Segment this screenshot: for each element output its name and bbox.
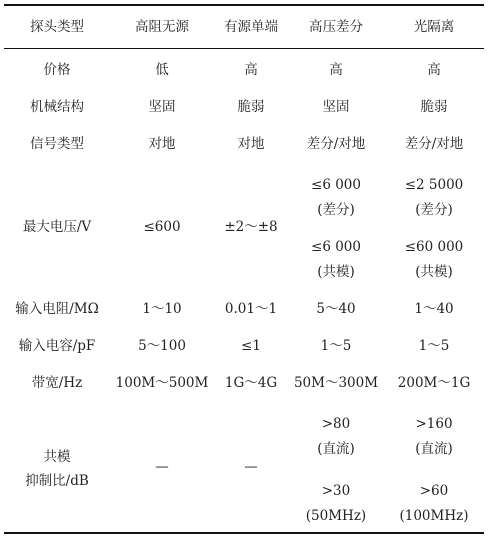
header-active-single-ended: 有源单端 [224, 19, 278, 35]
table-cell: — [155, 459, 169, 475]
table-cell: ≤1 [241, 338, 261, 354]
table-cell: 200M～1G [397, 375, 471, 391]
table-cell: >160 [415, 416, 453, 432]
header-probe-type: 探头类型 [30, 19, 84, 35]
table-cell: ±2～±8 [224, 219, 278, 235]
table-cell: 高 [244, 62, 258, 78]
table-cell: ≤6 000 [311, 239, 361, 255]
row-label-bandwidth: 带宽/Hz [31, 375, 83, 391]
table-cell: ≤6 000 [311, 177, 361, 193]
header-high-impedance-passive: 高阻无源 [135, 19, 189, 35]
row-label-input-capacitance: 输入电容/pF [18, 338, 96, 354]
row-label-signal-type: 信号类型 [30, 136, 84, 152]
table-cell: — [244, 459, 258, 475]
table-cell: 差分/对地 [404, 136, 464, 152]
row-label-price: 价格 [43, 62, 71, 78]
table-cell: 坚固 [148, 99, 176, 115]
row-label-cmrr-line2: 抑制比/dB [25, 473, 89, 489]
table-cell: 脆弱 [420, 99, 448, 115]
table-cell: 脆弱 [237, 99, 265, 115]
table-cell: 5～40 [316, 301, 356, 317]
table-cell: 高 [329, 62, 343, 78]
table-cell: 对地 [237, 136, 265, 152]
header-rule [4, 48, 484, 49]
table-cell: 1～40 [414, 301, 454, 317]
row-label-max-voltage: 最大电压/V [22, 219, 92, 235]
table-cell-note: (直流) [415, 441, 453, 457]
table-cell: ≤60 000 [404, 239, 464, 255]
table-cell: 差分/对地 [306, 136, 366, 152]
table-cell: 1～5 [320, 338, 352, 354]
row-label-input-resistance: 输入电阻/MΩ [15, 301, 99, 317]
table-cell: ≤2 5000 [404, 177, 464, 193]
table-cell: ≤600 [143, 219, 181, 235]
table-top-rule [4, 4, 484, 6]
table-cell: 高 [427, 62, 441, 78]
table-cell-note: (共模) [317, 264, 355, 280]
row-label-mechanical: 机械结构 [30, 99, 84, 115]
table-cell: >30 [321, 483, 351, 499]
table-cell: 1～5 [418, 338, 450, 354]
header-optical-isolation: 光隔离 [413, 19, 455, 35]
table-cell: 5～100 [138, 338, 186, 354]
table-cell: 1～10 [142, 301, 182, 317]
table-cell-note: (直流) [317, 441, 355, 457]
table-cell-note: (差分) [415, 202, 453, 218]
table-cell: >60 [419, 483, 449, 499]
table-cell: 1G～4G [224, 375, 278, 391]
table-cell: 对地 [148, 136, 176, 152]
table-cell: 100M～500M [115, 375, 209, 391]
table-cell-note: (50MHz) [305, 508, 367, 524]
header-high-voltage-differential: 高压差分 [309, 19, 363, 35]
table-cell: 坚固 [322, 99, 350, 115]
table-cell-note: (差分) [317, 202, 355, 218]
table-cell: >80 [321, 416, 351, 432]
table-cell: 低 [155, 62, 169, 78]
table-cell-note: (100MHz) [399, 508, 469, 524]
table-cell: 50M～300M [293, 375, 379, 391]
table-cell: 0.01～1 [224, 301, 278, 317]
table-cell-note: (共模) [415, 264, 453, 280]
row-label-cmrr-line1: 共模 [43, 449, 71, 465]
table-bottom-rule [4, 532, 484, 534]
